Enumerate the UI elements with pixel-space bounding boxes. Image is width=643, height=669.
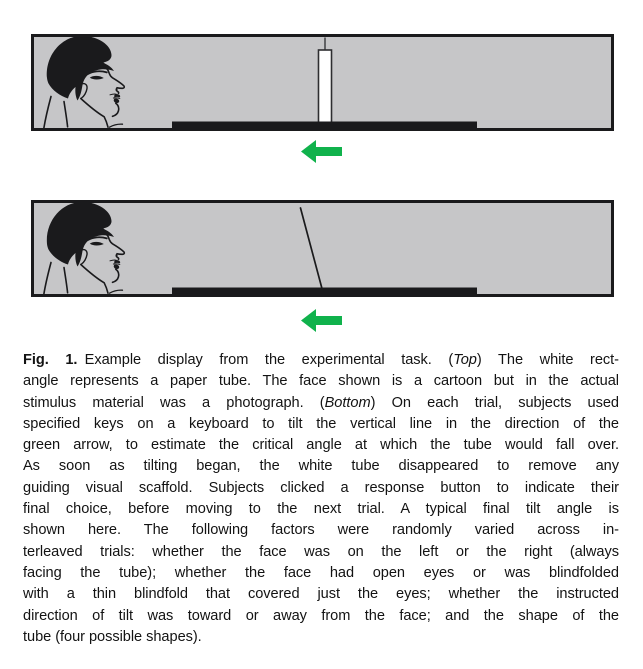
caption-line (23, 584, 619, 605)
caption-line (23, 393, 619, 414)
table-surface (172, 122, 477, 129)
caption-run: direction of tilt was toward or away from the face; and the shape of the (23, 607, 619, 624)
caption-line (23, 456, 619, 477)
caption-line (23, 606, 619, 627)
caption-line (23, 350, 619, 371)
caption-line (23, 371, 619, 392)
caption-run: angle represents a paper tube. The face shown is a cartoon but in the actual (23, 373, 619, 390)
caption-run: ) On each trial, subjects used (370, 394, 619, 411)
caption-line (23, 499, 619, 520)
caption-run: Fig. 1. (23, 352, 78, 368)
caption-line (23, 414, 619, 435)
caption-run: Top (453, 352, 477, 368)
caption-run: stimulus material was a photograph. ( (23, 394, 325, 411)
caption-line (23, 563, 619, 584)
caption-line (23, 627, 619, 648)
caption-run: shown here. The following factors were randomly varied across in- (23, 522, 619, 539)
paper-tube (319, 50, 332, 123)
caption-run: terleaved trials: whether the face was on the left or the right (always (23, 543, 619, 560)
green-left-arrow-icon (301, 309, 342, 332)
green-left-arrow-icon (301, 140, 342, 163)
caption-run: specified keys on a keyboard to tilt the vertical line in the direction of the (23, 415, 619, 432)
caption-run: green arrow, to estimate the critical angle at which the tube would fall over. (23, 437, 619, 454)
caption-line (23, 478, 619, 499)
caption-run: ) The white rect- (476, 352, 619, 368)
caption-run: As soon as tilting began, the white tube disappeared to remove any (23, 458, 619, 475)
caption-run: tube (four possible shapes). (23, 628, 202, 645)
caption-run: final choice, before moving to the next trial. A typical final tilt angle is (23, 501, 619, 518)
caption-run: guiding visual scaffold. Subjects clicked a response button to indicate their (23, 479, 619, 496)
caption-line (23, 542, 619, 563)
caption-run: Bottom (324, 394, 371, 411)
stimulus-panel-top (31, 34, 614, 131)
stimulus-panel-bottom (31, 200, 614, 297)
caption-line (23, 435, 619, 456)
figure-caption (23, 350, 619, 648)
caption-run: facing the tube); whether the face had open eyes or was blindfolded (23, 564, 619, 581)
caption-line (23, 520, 619, 541)
caption-run: Example display from the experimental task. ( (77, 352, 454, 368)
caption-run: with a thin blindfold that covered just the eyes; whether the instructed (23, 586, 619, 603)
table-surface (172, 288, 477, 295)
